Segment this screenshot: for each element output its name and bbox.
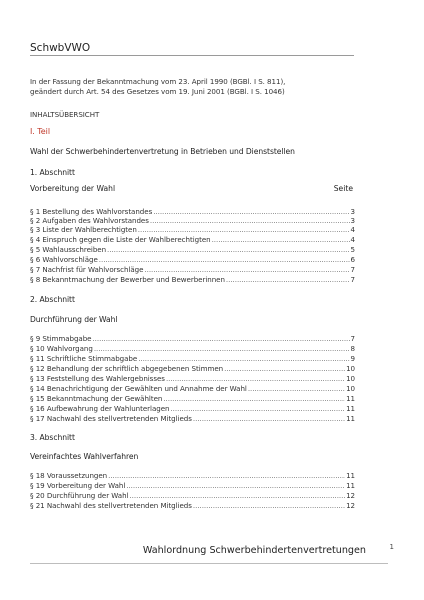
toc-page-number: 10: [346, 384, 355, 393]
toc-page-number: 7: [350, 334, 355, 343]
section-subtitle: Vorbereitung der Wahl: [30, 184, 116, 193]
toc-page-number: 11: [346, 404, 355, 413]
toc-page-number: 11: [346, 414, 355, 423]
toc-entry[interactable]: § 17 Nachwahl des stellvertretenden Mitglieds ..... 11: [30, 414, 355, 423]
section-subtitle-row: [30, 184, 355, 193]
toc-page-number: 4: [350, 235, 355, 244]
toc-entry[interactable]: § 12 Behandlung der schriftlich abgegebenen Stimmen ..... 10: [30, 364, 355, 373]
toc-page-number: 3: [350, 216, 355, 225]
toc-page-number: 9: [350, 354, 355, 363]
toc-entry[interactable]: § 21 Nachwahl des stellvertretenden Mitglieds ..... 12: [30, 501, 355, 510]
intro-line-2: geändert durch Art. 54 des Gesetzes vom 19. Juni 2001 (BGBl. I S. 1046): [30, 87, 285, 96]
toc-entry[interactable]: § 1 Bestellung des Wahlvorstandes ..... 3: [30, 207, 355, 216]
toc-entry[interactable]: § 8 Bekanntmachung der Bewerber und Bewerberinnen ..... 7: [30, 275, 355, 284]
toc-entry[interactable]: § 10 Wahlvorgang ..... 8: [30, 344, 355, 353]
part-title: Wahl der Schwerbehindertenvertretung in Betrieben und Dienststellen: [30, 147, 295, 156]
header-rule: [30, 55, 354, 56]
toc-entry[interactable]: § 16 Aufbewahrung der Wahlunterlagen ..... 11: [30, 404, 355, 413]
section-subtitle: Durchführung der Wahl: [30, 315, 118, 324]
toc-entry[interactable]: § 4 Einspruch gegen die Liste der Wahlberechtigten ..... 4: [30, 235, 355, 244]
toc-page-number: 7: [350, 265, 355, 274]
toc-page-number: 3: [350, 207, 355, 216]
toc-entry[interactable]: § 18 Voraussetzungen ..... 11: [30, 471, 355, 480]
toc-entry[interactable]: § 7 Nachfrist für Wahlvorschläge ..... 7: [30, 265, 355, 274]
section-heading: 2. Abschnitt: [30, 295, 75, 304]
toc-entry[interactable]: § 11 Schriftliche Stimmabgabe ..... 9: [30, 354, 355, 363]
toc-page-number: 11: [346, 481, 355, 490]
toc-entry[interactable]: § 9 Stimmabgabe ..... 7: [30, 334, 355, 343]
page-column-label: Seite: [333, 184, 353, 193]
header-title: SchwbVWO: [30, 42, 91, 54]
toc-entry[interactable]: § 5 Wahlausschreiben ..... 5: [30, 245, 355, 254]
toc-page-number: 12: [346, 491, 355, 500]
toc-entry[interactable]: § 19 Vorbereitung der Wahl ..... 11: [30, 481, 355, 490]
toc-entry[interactable]: § 2 Aufgaben des Wahlvorstandes ..... 3: [30, 216, 355, 225]
toc-page-number: 12: [346, 501, 355, 510]
section-subtitle: Vereinfachtes Wahlverfahren: [30, 452, 139, 461]
toc-entry[interactable]: § 20 Durchführung der Wahl ..... 12: [30, 491, 355, 500]
toc-page-number: 8: [350, 344, 355, 353]
page-number: 1: [389, 543, 394, 551]
footer-rule: [30, 563, 388, 564]
toc-page-number: 4: [350, 225, 355, 234]
toc-page-number: 10: [346, 364, 355, 373]
intro-line-1: In der Fassung der Bekanntmachung vom 23. April 1990 (BGBl. I S. 811),: [30, 77, 286, 86]
toc-entry[interactable]: § 6 Wahlvorschläge ..... 6: [30, 255, 355, 264]
toc-page-number: 5: [350, 245, 355, 254]
toc-page-number: 11: [346, 394, 355, 403]
toc-page-number: 7: [350, 275, 355, 284]
toc-page-number: 10: [346, 374, 355, 383]
toc-page-number: 11: [346, 471, 355, 480]
part-label: I. Teil: [30, 127, 50, 136]
toc-entry[interactable]: § 14 Benachrichtigung der Gewählten und Annahme der Wahl ..... 10: [30, 384, 355, 393]
toc-page-number: 6: [350, 255, 355, 264]
toc-entry[interactable]: § 13 Feststellung des Wahlergebnisses ..... 10: [30, 374, 355, 383]
footer-title: Wahlordnung Schwerbehindertenvertretungen: [142, 545, 366, 556]
section-heading: 1. Abschnitt: [30, 168, 75, 177]
toc-entry[interactable]: § 3 Liste der Wahlberechtigten ..... 4: [30, 225, 355, 234]
toc-heading: INHALTSÜBERSICHT: [30, 110, 100, 119]
toc-entry[interactable]: § 15 Bekanntmachung der Gewählten ..... 11: [30, 394, 355, 403]
section-heading: 3. Abschnitt: [30, 433, 75, 442]
